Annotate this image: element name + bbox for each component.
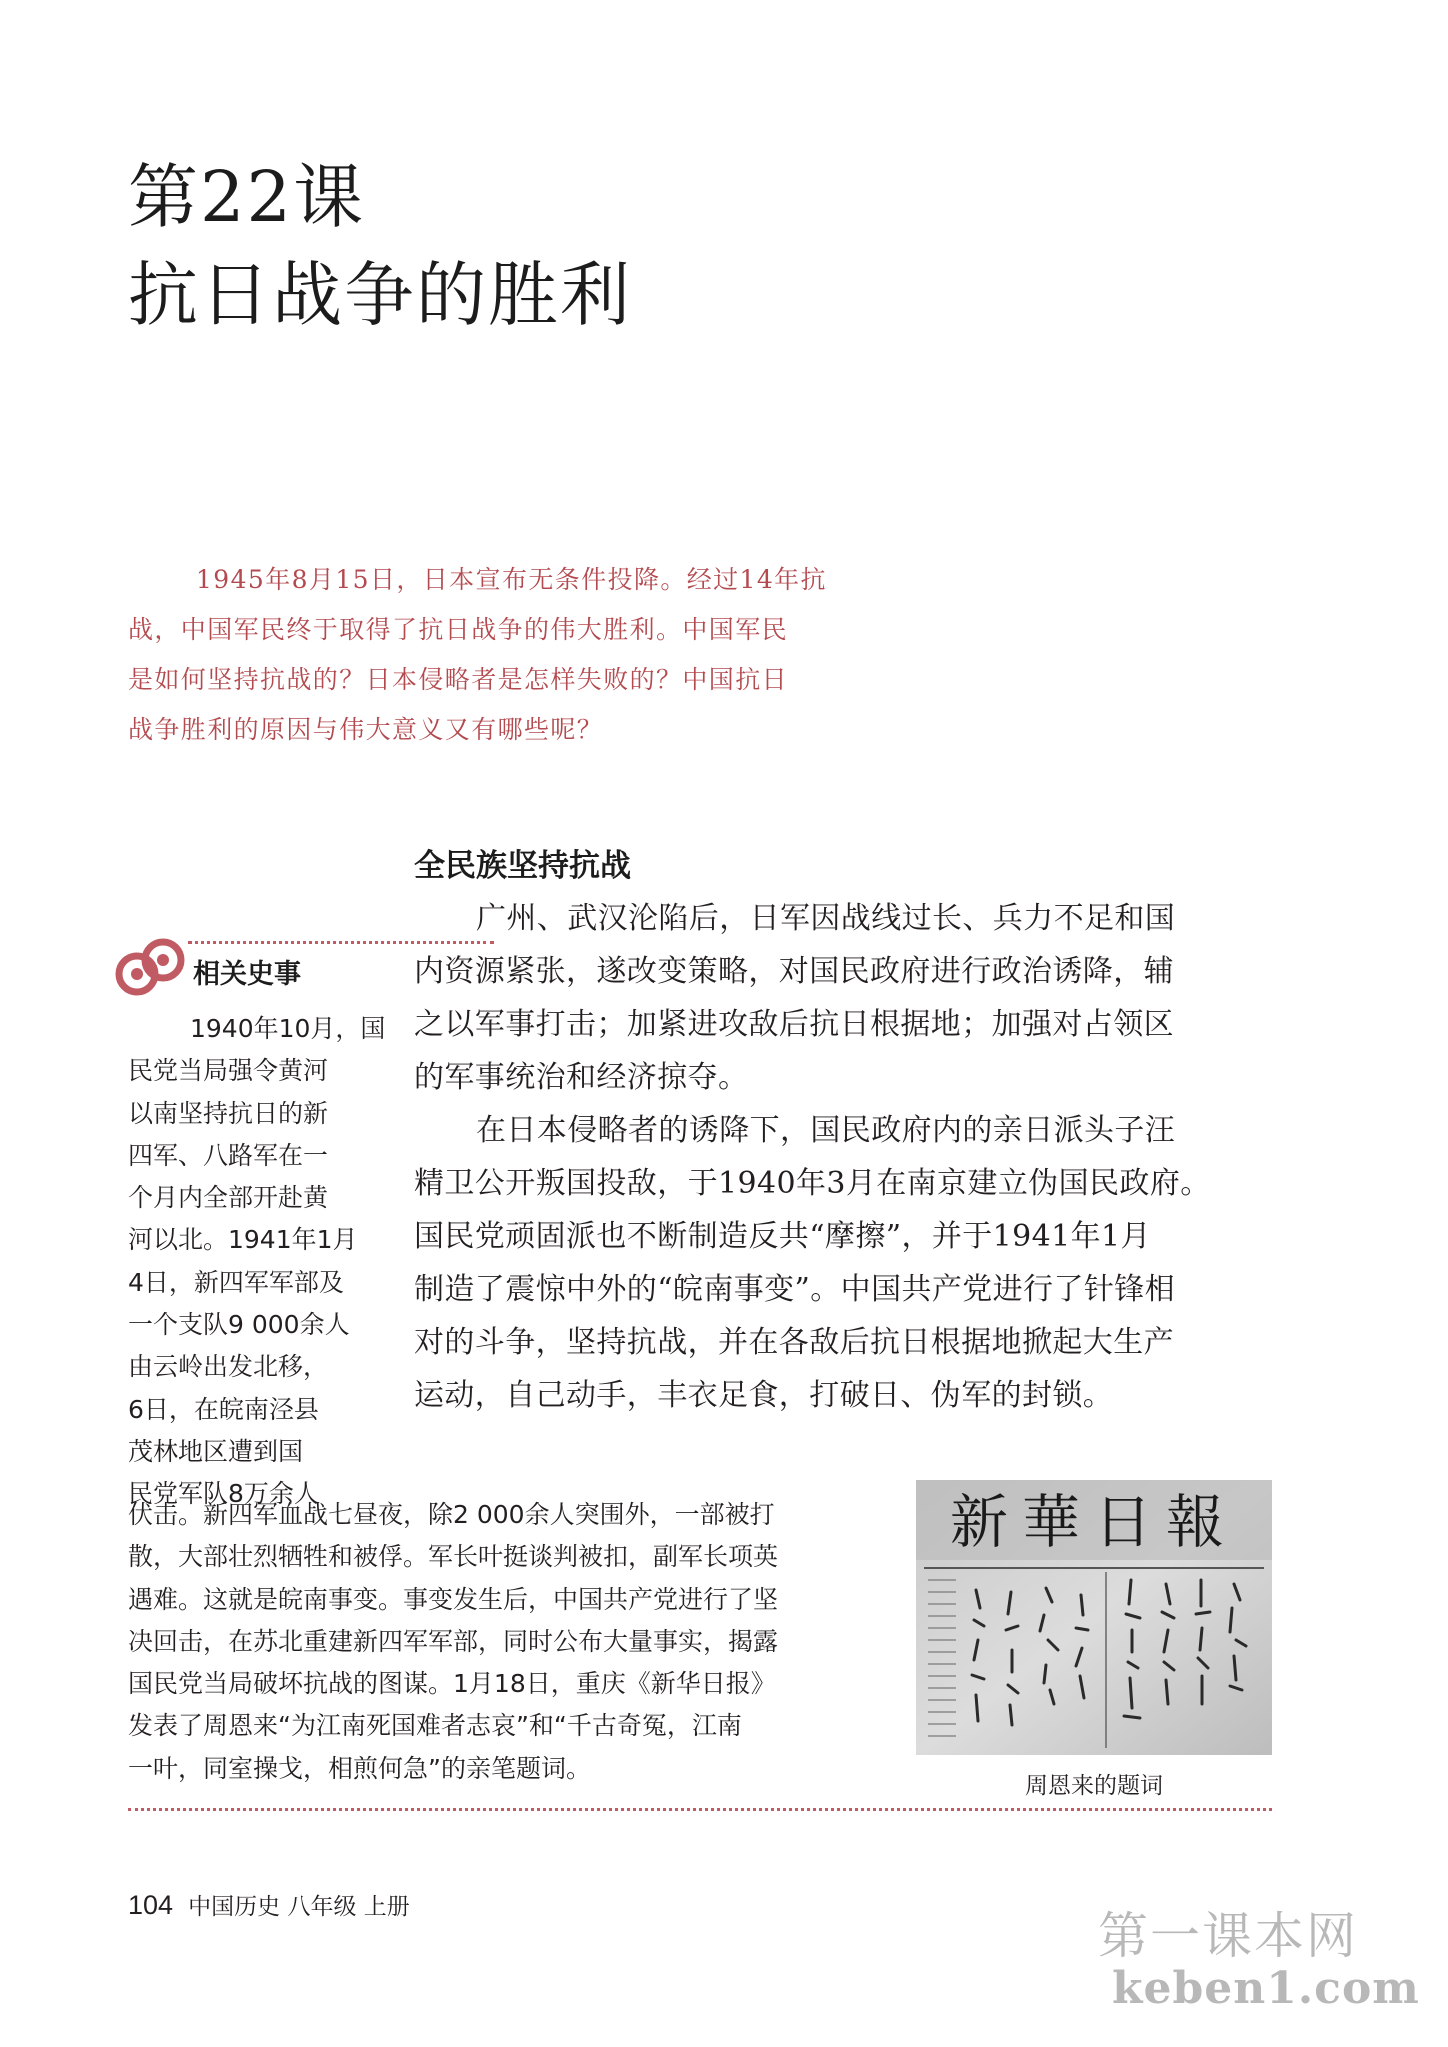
related-line: 国民党当局破坏抗战的图谋。1月18日，重庆《新华日报》 — [128, 1669, 776, 1699]
related-line: 民党军队8万余人 — [128, 1479, 319, 1509]
body-line: 广州、武汉沦陷后，日军因战线过长、兵力不足和国 — [476, 901, 1176, 936]
related-line: 遇难。这就是皖南事变。事变发生后，中国共产党进行了坚 — [128, 1584, 779, 1614]
body-line: 在日本侵略者的诱降下，国民政府内的亲日派头子汪 — [476, 1113, 1176, 1148]
intro-paragraph — [128, 555, 880, 755]
body-line: 国民党顽固派也不断制造反共“摩擦”，并于1941年1月 — [414, 1219, 1151, 1254]
lesson-number-title: 第22课 — [128, 156, 366, 238]
related-history-label: 相关史事 — [193, 959, 301, 990]
main-body-text — [414, 892, 1286, 1422]
lesson-topic-title: 抗日战争的胜利 — [128, 254, 632, 336]
related-line: 一个支队9 000余人 — [128, 1310, 350, 1340]
section-dotted-divider — [128, 1808, 1272, 1811]
newspaper-masthead: 新華日報 — [949, 1488, 1239, 1556]
related-line: 一叶，同室操戈，相煎何急”的亲笔题词。 — [128, 1753, 591, 1783]
figure-caption: 周恩来的题词 — [1025, 1773, 1163, 1799]
related-history-icon — [113, 930, 188, 1005]
page-number: 104 — [128, 1890, 174, 1920]
related-line: 民党当局强令黄河 — [128, 1056, 329, 1086]
related-line: 散，大部壮烈牺牲和被俘。军长叶挺谈判被扣，副军长项英 — [128, 1542, 779, 1572]
intro-line: 战争胜利的原因与伟大意义又有哪些呢？ — [128, 715, 604, 744]
book-title: 中国历史 八年级 上册 — [188, 1894, 410, 1920]
related-line: 伏击。新四军血战七昼夜，除2 000余人突围外，一部被打 — [128, 1500, 775, 1529]
related-line: 以南坚持抗日的新 — [128, 1098, 329, 1128]
body-line: 内资源紧张，遂改变策略，对国民政府进行政治诱降，辅 — [414, 954, 1174, 989]
body-line: 运动，自己动手，丰衣足食，打破日、伪军的封锁。 — [414, 1378, 1114, 1413]
body-line: 之以军事打击；加紧进攻敌后抗日根据地；加强对占领区 — [414, 1007, 1174, 1042]
related-line: 决回击，在苏北重建新四军军部，同时公布大量事实，揭露 — [128, 1626, 779, 1656]
watermark-chinese: 第一课本网 — [1098, 1907, 1358, 1965]
related-line: 6日，在皖南泾县 — [128, 1394, 319, 1424]
zhou-enlai-inscription-photo — [916, 1480, 1272, 1755]
body-line: 精卫公开叛国投敌，于1940年3月在南京建立伪国民政府。 — [414, 1166, 1211, 1201]
related-dotted-rule — [188, 941, 494, 944]
related-line: 四军、八路军在一 — [128, 1140, 329, 1170]
related-history-text — [128, 1008, 384, 1516]
body-line: 制造了震惊中外的“皖南事变”。中国共产党进行了针锋相 — [414, 1272, 1176, 1307]
related-line: 茂林地区遭到国 — [128, 1436, 304, 1466]
intro-line: 是如何坚持抗战的？日本侵略者是怎样失败的？中国抗日 — [128, 665, 789, 694]
body-line: 的军事统治和经济掠夺。 — [414, 1060, 749, 1095]
intro-line: 1945年8月15日，日本宣布无条件投降。经过14年抗 — [196, 565, 827, 594]
related-line: 由云岭出发北移， — [128, 1352, 329, 1382]
related-line: 1940年10月，国 — [190, 1014, 386, 1043]
related-line: 发表了周恩来“为江南死国难者志哀”和“千古奇冤，江南 — [128, 1711, 742, 1741]
watermark-url: keben1.com — [1112, 1963, 1420, 2014]
related-line: 4日，新四军军部及 — [128, 1267, 344, 1297]
related-line: 河以北。1941年1月 — [128, 1225, 358, 1255]
body-line: 对的斗争，坚持抗战，并在各敌后抗日根据地掀起大生产 — [414, 1325, 1174, 1360]
section-heading: 全民族坚持抗战 — [414, 848, 631, 884]
related-line: 个月内全部开赴黄 — [128, 1183, 329, 1213]
page-footer — [128, 1888, 410, 1921]
intro-line: 战，中国军民终于取得了抗日战争的伟大胜利。中国军民 — [128, 615, 789, 644]
related-history-text-wide — [128, 1494, 896, 1790]
